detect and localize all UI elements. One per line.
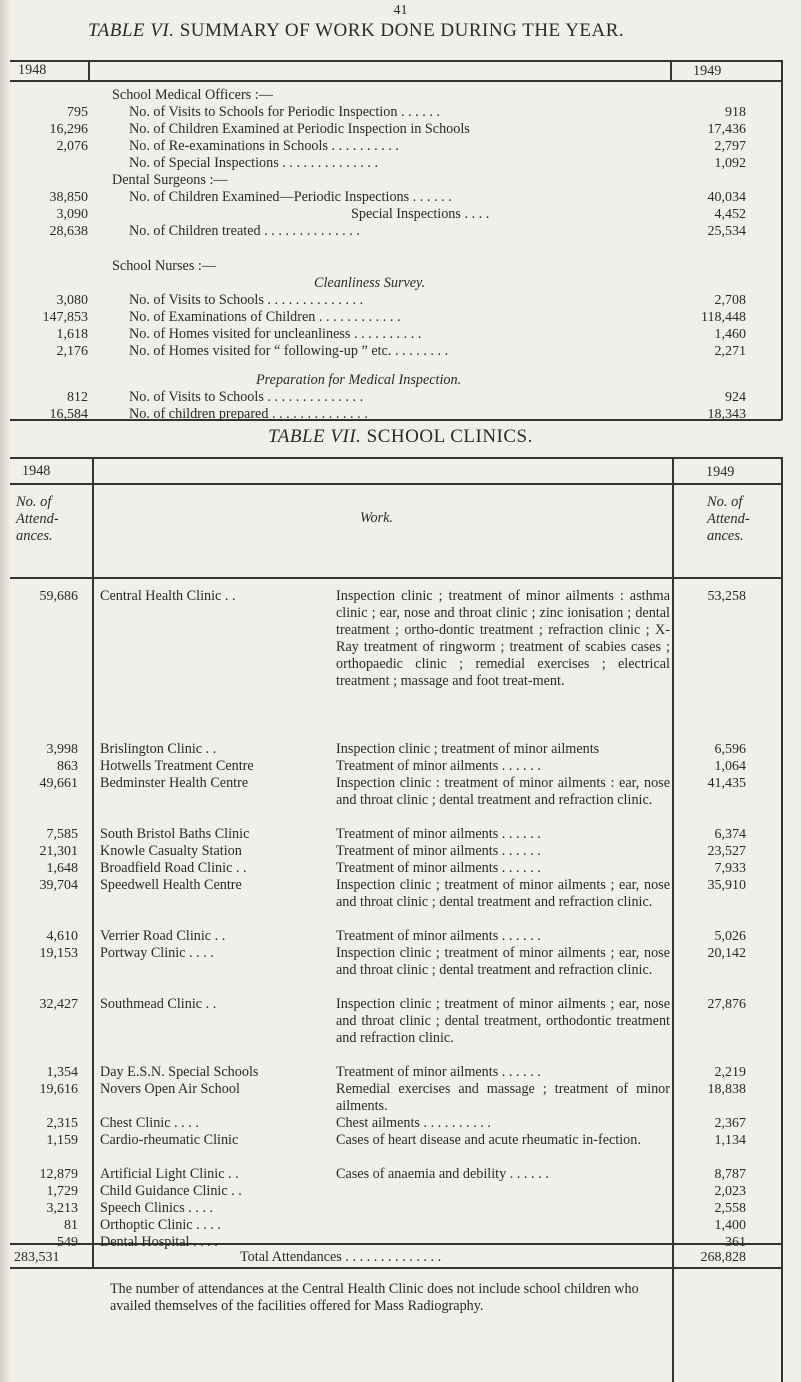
table7-row-1948-attendances: 21,301 — [39, 844, 78, 859]
table6-row-label: No. of Children Examined at Periodic Inspection in Schools — [129, 121, 470, 137]
table7-row-1949-attendances: 7,933 — [714, 861, 746, 876]
table7-row-1949-attendances: 6,596 — [714, 742, 746, 757]
table6-row-1949-value: 924 — [725, 390, 746, 405]
table7-right-border — [781, 457, 783, 1382]
table6-row-1948-value: 2,076 — [56, 139, 88, 154]
table7-row-work-description: Cases of anaemia and debility . . . . . . — [336, 1166, 549, 1182]
table6-row-label: No. of Visits to Schools for Periodic Inspection . . . . . . — [129, 104, 440, 120]
table7-row-clinic-name: Cardio-rheumatic Clinic — [100, 1132, 239, 1148]
table6-row-1948-value: 38,850 — [49, 190, 88, 205]
table7-row-clinic-name: Verrier Road Clinic . . — [100, 928, 226, 944]
table6-row-1948-value: 2,176 — [56, 344, 88, 359]
table7-row-1949-attendances: 27,876 — [707, 997, 746, 1012]
table7-row-1949-attendances: 2,219 — [714, 1065, 746, 1080]
table6-row-label: No. of Homes visited for “ following-up ” etc. . . . . . . . . — [129, 343, 449, 359]
table7-row-1948-attendances: 1,729 — [46, 1184, 78, 1199]
table7-row-clinic-name: Child Guidance Clinic . . — [100, 1183, 242, 1199]
table7-row-1948-attendances: 1,354 — [46, 1065, 78, 1080]
table7-row-work-description: Treatment of minor ailments . . . . . . — [336, 1064, 541, 1080]
table7-row-clinic-name: Southmead Clinic . . — [100, 996, 217, 1012]
table7-row-1949-attendances: 20,142 — [707, 946, 746, 961]
table7-row-clinic-name: Orthoptic Clinic . . . . — [100, 1217, 221, 1233]
table6-row-1949-value: 4,452 — [714, 207, 746, 222]
table7-row-1948-attendances: 32,427 — [39, 997, 78, 1012]
table6-title-rest: SUMMARY OF WORK DONE DURING THE YEAR. — [179, 20, 625, 41]
table7-row-work-description: Treatment of minor ailments . . . . . . — [336, 843, 541, 859]
table6-row-label: No. of Special Inspections . . . . . . . . . . . . . . — [129, 155, 379, 171]
table7-top-rule — [10, 457, 782, 459]
table7-row-1949-attendances: 23,527 — [707, 844, 746, 859]
table6-row-1949-value: 1,092 — [714, 156, 746, 171]
table7-row-clinic-name: Speech Clinics . . . . — [100, 1200, 214, 1216]
table7-row-1948-attendances: 549 — [57, 1235, 78, 1250]
table7-row-1949-attendances: 1,134 — [714, 1133, 746, 1148]
table7-row-clinic-name: Chest Clinic . . . . — [100, 1115, 199, 1131]
table6-row-1949-value: 40,034 — [707, 190, 746, 205]
table6-row-label: No. of Visits to Schools . . . . . . . . . . . . . . — [129, 292, 364, 308]
table6-row-label: No. of Homes visited for uncleanliness . . . . . . . . . . — [129, 326, 422, 342]
table6-row-label: No. of Children Examined—Periodic Inspections . . . . . . — [129, 189, 452, 205]
table7-row-1948-attendances: 19,616 — [39, 1082, 78, 1097]
table6-right-border — [781, 60, 783, 420]
table7-total-right: 268,828 — [700, 1250, 746, 1265]
table7-row-1949-attendances: 5,026 — [714, 929, 746, 944]
table6-row-label: No. of children prepared . . . . . . . . . . . . . . — [129, 406, 368, 422]
table7-row-1948-attendances: 39,704 — [39, 878, 78, 893]
table6-row-label: No. of Examinations of Children . . . . . . . . . . . . — [129, 309, 401, 325]
table6-row-1949-value: 2,797 — [714, 139, 746, 154]
table6-right-divider — [670, 60, 672, 80]
table6-row-1948-value: 1,618 — [56, 327, 88, 342]
table7-row-1949-attendances: 6,374 — [714, 827, 746, 842]
table7-row-clinic-name: South Bristol Baths Clinic — [100, 826, 250, 842]
table7-row-clinic-name: Dental Hospital . . . . — [100, 1234, 218, 1250]
table7-row-1949-attendances: 1,400 — [714, 1218, 746, 1233]
table6-row-1948-value: 28,638 — [49, 224, 88, 239]
table6-row-label: No. of Visits to Schools . . . . . . . . . . . . . . — [129, 389, 364, 405]
table7-row-work-description: Treatment of minor ailments . . . . . . — [336, 860, 541, 876]
table7-header-right: No. of Attend- ances. — [707, 494, 750, 544]
table6-row-1949-value: 2,271 — [714, 344, 746, 359]
table6-row-label: School Nurses :— — [112, 258, 217, 274]
table6-title-prefix: TABLE VI. — [88, 20, 175, 41]
table7-left-divider — [92, 457, 94, 1267]
table6-row-label: Dental Surgeons :— — [112, 172, 228, 188]
table7-title-prefix: TABLE VII. — [268, 426, 362, 447]
table7-row-work-description: Inspection clinic : treatment of minor ailments : ear, nose and throat clinic ; dental treatment and refraction clinic. — [336, 775, 670, 808]
table7-row-clinic-name: Brislington Clinic . . — [100, 741, 217, 757]
table6-row-label: Cleanliness Survey. — [314, 275, 426, 291]
table7-row-1949-attendances: 361 — [725, 1235, 746, 1250]
table7-row-clinic-name: Central Health Clinic . . — [100, 588, 236, 604]
table7-row-clinic-name: Artificial Light Clinic . . — [100, 1166, 239, 1182]
table7-row-1948-attendances: 7,585 — [46, 827, 78, 842]
table7-row-clinic-name: Day E.S.N. Special Schools — [100, 1064, 259, 1080]
table7-note-rule — [10, 1267, 782, 1269]
table7-row-clinic-name: Novers Open Air School — [100, 1081, 240, 1097]
table7-row-work-description: Inspection clinic ; treatment of minor ailments — [336, 741, 600, 757]
table7-row-1949-attendances: 18,838 — [707, 1082, 746, 1097]
table7-title-rest: SCHOOL CLINICS. — [366, 426, 533, 447]
table7-row-1948-attendances: 863 — [57, 759, 78, 774]
table7-title — [0, 428, 801, 445]
table6-top-rule — [10, 60, 782, 62]
table6-year-left: 1948 — [18, 62, 47, 78]
table6-row-1949-value: 118,448 — [701, 310, 746, 325]
table6-row-label: Special Inspections . . . . — [351, 206, 490, 222]
table6-row-1949-value: 1,460 — [714, 327, 746, 342]
table6-row-1948-value: 147,853 — [42, 310, 88, 325]
table6-row-label: Preparation for Medical Inspection. — [256, 372, 462, 388]
table7-row-work-description: Remedial exercises and massage ; treatment of minor ailments. — [336, 1081, 670, 1114]
table6-row-1948-value: 16,584 — [49, 407, 88, 422]
table7-row-work-description: Treatment of minor ailments . . . . . . — [336, 826, 541, 842]
table7-row-1948-attendances: 3,213 — [46, 1201, 78, 1216]
table6-row-1948-value: 812 — [67, 390, 88, 405]
table6-header-rule — [10, 80, 782, 82]
table6-row-label: School Medical Officers :— — [112, 87, 273, 103]
table7-row-work-description: Inspection clinic ; treatment of minor ailments ; ear, nose and throat clinic ; dental treatment and refraction clinic. — [336, 945, 670, 978]
table7-row-clinic-name: Speedwell Health Centre — [100, 877, 242, 893]
table6-row-1948-value: 3,080 — [56, 293, 88, 308]
table7-row-1949-attendances: 2,558 — [714, 1201, 746, 1216]
table7-row-work-description: Treatment of minor ailments . . . . . . — [336, 928, 541, 944]
table7-row-1948-attendances: 49,661 — [39, 776, 78, 791]
table7-row-1949-attendances: 8,787 — [714, 1167, 746, 1182]
table7-row-1949-attendances: 2,367 — [714, 1116, 746, 1131]
table7-row-1948-attendances: 81 — [64, 1218, 78, 1233]
table7-row-1948-attendances: 59,686 — [39, 589, 78, 604]
table7-header-rule — [10, 577, 782, 579]
table7-row-1949-attendances: 53,258 — [707, 589, 746, 604]
table7-year-right: 1949 — [706, 464, 735, 480]
table7-row-work-description: Inspection clinic ; treatment of minor ailments ; ear, nose and throat clinic ; dental treatment and refraction clinic. — [336, 877, 670, 910]
table6-title — [88, 22, 624, 39]
page-binding-edge — [0, 0, 10, 1382]
table7-row-clinic-name: Hotwells Treatment Centre — [100, 758, 254, 774]
table6-row-1948-value: 16,296 — [49, 122, 88, 137]
table6-row-label: No. of Re-examinations in Schools . . . . . . . . . . — [129, 138, 399, 154]
table7-row-clinic-name: Bedminster Health Centre — [100, 775, 249, 791]
table7-total-label: Total Attendances . . . . . . . . . . . . . . — [240, 1249, 442, 1265]
table6-row-1949-value: 18,343 — [707, 407, 746, 422]
table7-row-clinic-name: Broadfield Road Clinic . . — [100, 860, 247, 876]
table7-row-1949-attendances: 35,910 — [707, 878, 746, 893]
table7-row-work-description: Cases of heart disease and acute rheumatic in-fection. — [336, 1132, 641, 1148]
table6-row-1949-value: 2,708 — [714, 293, 746, 308]
table6-row-label: No. of Children treated . . . . . . . . . . . . . . — [129, 223, 360, 239]
table7-row-work-description: Inspection clinic ; treatment of minor ailments ; ear, nose and throat clinic ; dental treatment, orthodontic treatment and refraction clinic. — [336, 996, 670, 1046]
table6-row-1949-value: 918 — [725, 105, 746, 120]
table6-row-1949-value: 25,534 — [707, 224, 746, 239]
table7-row-1948-attendances: 4,610 — [46, 929, 78, 944]
table7-row-1948-attendances: 19,153 — [39, 946, 78, 961]
table7-row-work-description: Treatment of minor ailments . . . . . . — [336, 758, 541, 774]
table7-year-rule — [10, 483, 782, 485]
table7-row-clinic-name: Knowle Casualty Station — [100, 843, 242, 859]
table7-row-1948-attendances: 1,159 — [46, 1133, 78, 1148]
table7-header-work: Work. — [360, 510, 393, 526]
table6-row-1948-value: 3,090 — [56, 207, 88, 222]
table6-left-divider — [88, 60, 90, 80]
table6-year-right: 1949 — [693, 63, 722, 79]
table7-header-left: No. of Attend- ances. — [16, 494, 59, 544]
table7-row-1949-attendances: 1,064 — [714, 759, 746, 774]
table6-row-1948-value: 795 — [67, 105, 88, 120]
table7-row-1949-attendances: 41,435 — [707, 776, 746, 791]
table7-row-work-description: Inspection clinic ; treatment of minor ailments : asthma clinic ; ear, nose and throat clinic ; zinc ionisation ; dental treatment ; ortho-dontic treatment ; refraction clinic ; X-Ray treatment of ringworm ; treatment of scabies cases ; orthopaedic clinic ; remedial exercises ; electrical treatment ; massage and foot treat-ment. — [336, 588, 670, 689]
table7-footnote: The number of attendances at the Central Health Clinic does not include school children who availed themselves of the facilities offered for Mass Radiography. — [110, 1281, 639, 1314]
table7-row-work-description: Chest ailments . . . . . . . . . . — [336, 1115, 491, 1131]
table7-year-left: 1948 — [22, 463, 51, 479]
table6-row-1949-value: 17,436 — [707, 122, 746, 137]
table7-row-1948-attendances: 1,648 — [46, 861, 78, 876]
table7-row-1948-attendances: 2,315 — [46, 1116, 78, 1131]
table7-row-1948-attendances: 12,879 — [39, 1167, 78, 1182]
table7-row-1948-attendances: 3,998 — [46, 742, 78, 757]
table7-row-clinic-name: Portway Clinic . . . . — [100, 945, 214, 961]
table6-bottom-rule — [10, 419, 782, 421]
table7-total-left: 283,531 — [14, 1250, 60, 1265]
page-number: 41 — [393, 3, 408, 18]
table7-row-1949-attendances: 2,023 — [714, 1184, 746, 1199]
